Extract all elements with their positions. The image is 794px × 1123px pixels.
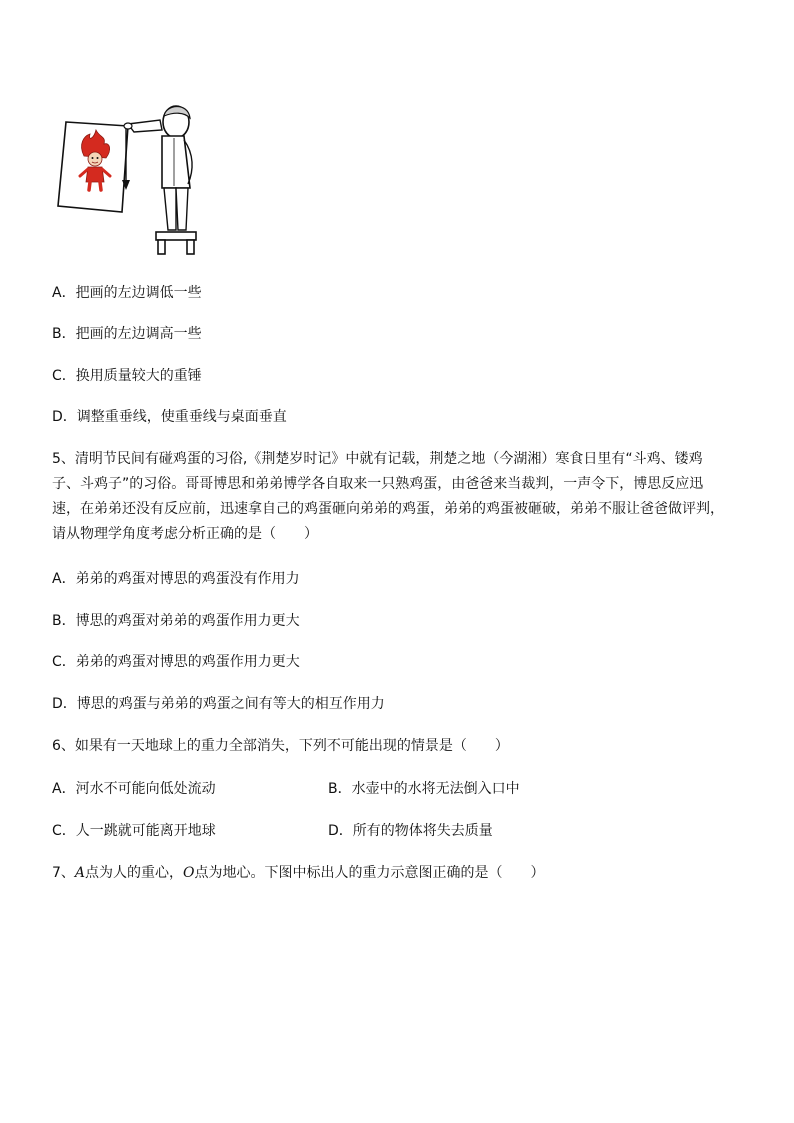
q6-stem: 6、如果有一天地球上的重力全部消失，下列不可能出现的情景是（ ）	[52, 738, 509, 754]
q5-option-b: B．博思的鸡蛋对弟弟的鸡蛋作用力更大	[52, 613, 300, 629]
q5-stem-line-2: 子、斗鸡子”的习俗。哥哥博思和弟弟博学各自取来一只熟鸡蛋，由爸爸来当裁判，一声令下，博思反应迅	[52, 476, 704, 492]
q5-stem-line-3: 速，在弟弟还没有反应前，迅速拿自己的鸡蛋砸向弟弟的鸡蛋，弟弟的鸡蛋被砸破，弟弟不服让爸爸做评判，	[52, 501, 724, 517]
q5-option-a: A．弟弟的鸡蛋对博思的鸡蛋没有作用力	[52, 571, 300, 587]
plumb-line-illustration	[56, 104, 206, 256]
q5-stem-line-1: 5、清明节民间有碰鸡蛋的习俗,《荆楚岁时记》中就有记载，荆楚之地（今湖湘）寒食日里有“斗鸡、镂鸡	[52, 451, 703, 467]
q4-option-a: A．把画的左边调低一些	[52, 285, 202, 301]
q4-option-d: D．调整重垂线，使重垂线与桌面垂直	[52, 409, 287, 425]
q7-stem	[52, 863, 545, 883]
q5-option-c: C．弟弟的鸡蛋对博思的鸡蛋作用力更大	[52, 654, 300, 670]
person-on-stool-icon	[124, 106, 196, 254]
q7-text-a: 点为人的重心，	[85, 865, 184, 881]
q4-option-c: C．换用质量较大的重锤	[52, 368, 202, 384]
q6-option-b: B．水壶中的水将无法倒入口中	[328, 781, 520, 797]
q7-text-o: 点为地心。下图中标出人的重力示意图正确的是（ ）	[194, 865, 545, 881]
q5-option-d: D．博思的鸡蛋与弟弟的鸡蛋之间有等大的相互作用力	[52, 696, 385, 712]
q4-option-b: B．把画的左边调高一些	[52, 326, 202, 342]
q7-prefix: 7、	[52, 865, 75, 881]
q6-option-c: C．人一跳就可能离开地球	[52, 823, 216, 839]
q5-stem-line-4: 请从物理学角度考虑分析正确的是（ ）	[52, 526, 318, 542]
q7-point-o: O	[183, 865, 195, 881]
q7-point-a: A	[74, 865, 86, 881]
q6-option-d: D．所有的物体将失去质量	[328, 823, 493, 839]
q6-option-a: A．河水不可能向低处流动	[52, 781, 216, 797]
